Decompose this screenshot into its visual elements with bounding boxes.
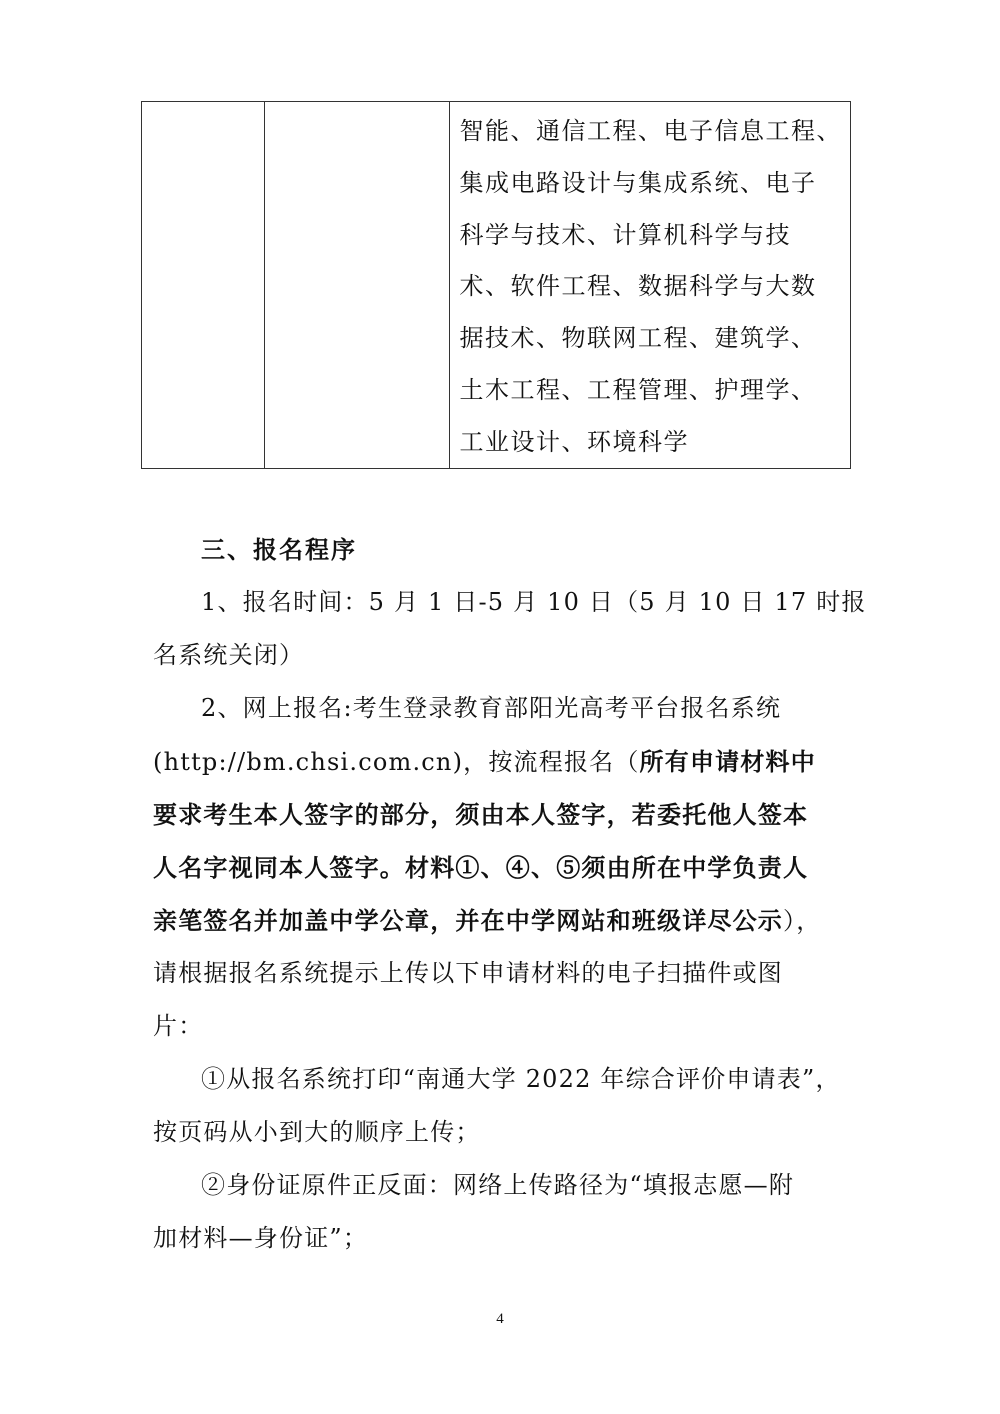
- majors-line: 科学与技术、计算机科学与技: [459, 220, 791, 249]
- table-cell-col2: [265, 102, 450, 468]
- item2-line5-normal: ），: [783, 907, 822, 935]
- majors-line: 智能、通信工程、电子信息工程、: [459, 117, 842, 145]
- item2-line5-bold: 亲笔签名并加盖中学公章，并在中学网站和班级详尽公示: [153, 906, 783, 935]
- item2-line4: 人名字视同本人签字。材料①、④、⑤须由所在中学负责人: [153, 853, 809, 882]
- item2-line1: 2、网上报名:考生登录教育部阳光高考平台报名系统: [201, 694, 782, 722]
- majors-line: 集成电路设计与集成系统、电子: [459, 168, 817, 197]
- item1-line1: 1、报名时间：5 月 1 日-5 月 10 日（5 月 10 日 17 时报: [201, 588, 867, 616]
- item1-line2: 名系统关闭）: [153, 641, 305, 669]
- material-2: [153, 1159, 853, 1265]
- material1-line1: ①从报名系统打印“南通大学 2022 年综合评价申请表”，: [201, 1065, 841, 1093]
- section-heading-block: [153, 523, 853, 576]
- majors-line: 据技术、物联网工程、建筑学、: [459, 324, 817, 353]
- majors-line: 工业设计、环境科学: [459, 427, 689, 456]
- item2-line2-url-text: (http://bm.chsi.com.cn)，按流程报名（: [153, 748, 640, 776]
- item2-line2: [153, 735, 853, 788]
- page-number: 4: [496, 1311, 504, 1327]
- majors-table: [141, 101, 851, 469]
- material2-line2: 加材料—身份证”；: [153, 1224, 369, 1252]
- item2-line2-bold: 所有申请材料中: [639, 747, 816, 776]
- section-heading: 三、报名程序: [201, 535, 357, 564]
- material2-line1: ②身份证原件正反面：网络上传路径为“填报志愿—附: [201, 1171, 795, 1199]
- majors-line: 术、软件工程、数据科学与大数: [459, 272, 817, 301]
- item2-line3: 要求考生本人签字的部分，须由本人签字，若委托他人签本: [153, 800, 809, 829]
- majors-line: 土木工程、工程管理、护理学、: [459, 375, 817, 404]
- table-cell-col1: [142, 102, 265, 468]
- item2-line6: 请根据报名系统提示上传以下申请材料的电子扫描件或图: [153, 959, 783, 987]
- item-online-registration: [153, 682, 853, 1053]
- item-registration-time: [153, 576, 867, 682]
- material1-line2: 按页码从小到大的顺序上传；: [153, 1118, 481, 1146]
- material-1: [153, 1053, 853, 1159]
- item2-line5: [153, 894, 853, 947]
- table-cell-majors: [450, 102, 851, 468]
- item2-line7: 片：: [153, 1012, 204, 1040]
